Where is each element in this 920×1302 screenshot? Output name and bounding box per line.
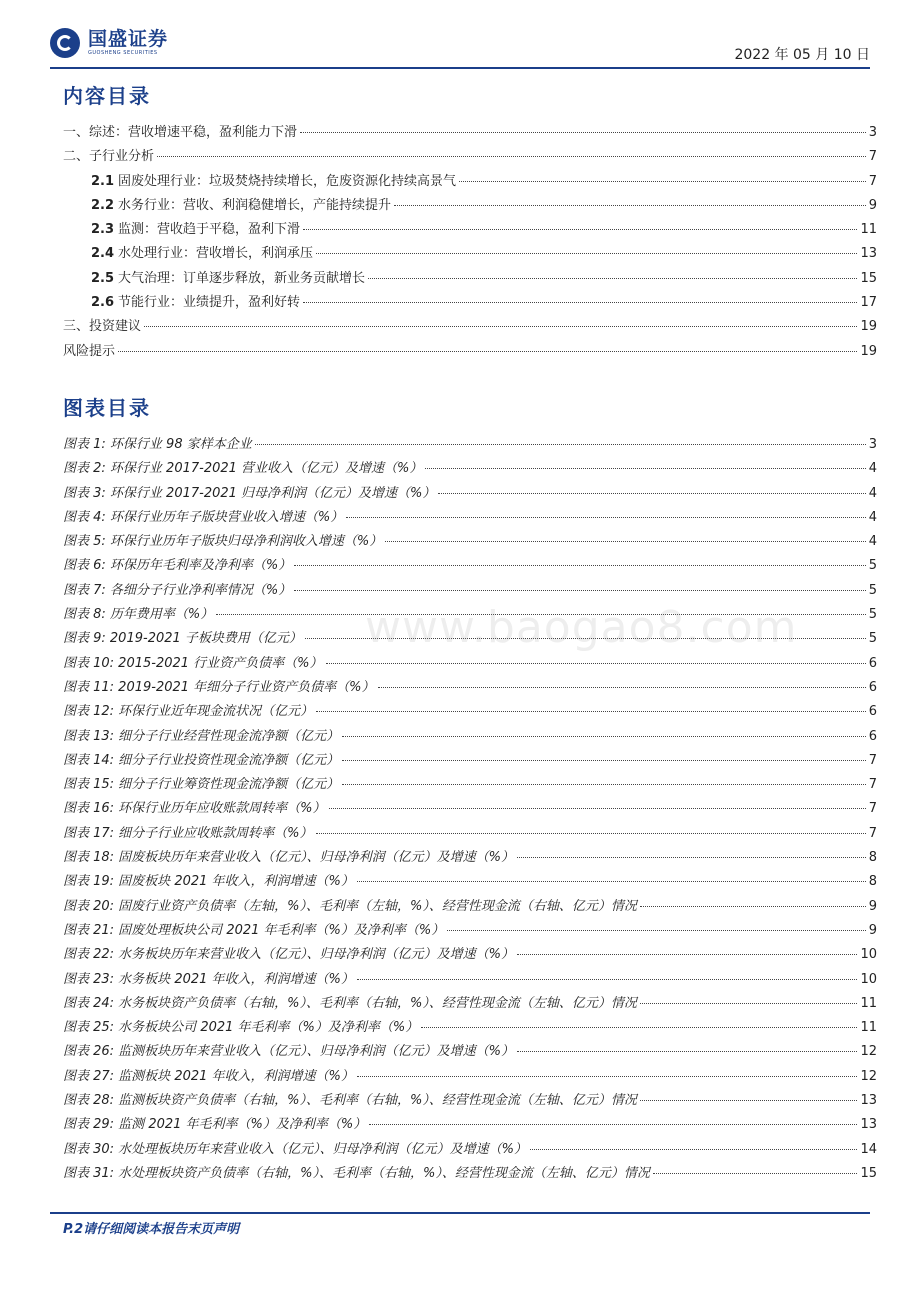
dot-leader <box>300 132 866 133</box>
figure-entry-text: 图表 29: 监测 2021 年毛利率（%）及净利率（%） <box>63 1117 367 1133</box>
figure-entry-page: 6 <box>868 679 877 695</box>
figure-entry-page: 9 <box>868 898 877 914</box>
figure-entry-page: 7 <box>868 777 877 793</box>
figure-entry-text: 图表 22: 水务板块历年来营业收入（亿元）、归母净利润（亿元）及增速（%） <box>63 947 515 963</box>
dot-leader <box>517 857 866 858</box>
figure-entry-text: 图表 18: 固废板块历年来营业收入（亿元）、归母净利润（亿元）及增速（%） <box>63 850 515 866</box>
figure-entry-text: 图表 28: 监测板块资产负债率（右轴，%）、毛利率（右轴，%）、经营性现金流（左轴、亿元）情况 <box>63 1093 637 1109</box>
figure-entry-page: 7 <box>868 752 877 768</box>
figure-entry-text: 图表 10: 2015-2021 行业资产负债率（%） <box>63 655 323 671</box>
figure-entry-label <box>63 895 637 914</box>
figure-entry-page: 10 <box>860 971 877 987</box>
toc-entry-page: 11 <box>860 222 877 238</box>
toc-entry-text: 风险提示 <box>63 343 116 359</box>
toc-entry-text: 节能行业：业绩提升，盈利好转 <box>118 295 301 311</box>
figure-list <box>63 433 877 1186</box>
figure-entry-label <box>63 968 354 987</box>
toc-entry-number: 2.4 <box>91 246 115 262</box>
figure-entry-label <box>63 1016 418 1035</box>
dot-leader <box>640 906 866 907</box>
figure-entry-label <box>63 749 339 768</box>
dot-leader <box>640 1100 858 1101</box>
figure-entry-page: 6 <box>868 728 877 744</box>
figure-entry-text: 图表 12: 环保行业近年现金流状况（亿元） <box>63 704 314 720</box>
figure-entry-page: 14 <box>860 1141 877 1157</box>
toc-entry[interactable] <box>63 291 877 315</box>
figure-entry-label <box>63 652 323 671</box>
figure-entry[interactable] <box>63 652 877 676</box>
toc-entry-text: 一、综述：营收增速平稳，盈利能力下滑 <box>63 125 298 140</box>
dot-leader <box>447 930 865 931</box>
toc-entry[interactable] <box>63 242 877 266</box>
figure-entry[interactable] <box>63 895 877 919</box>
dot-leader <box>653 1173 858 1174</box>
toc-entry-page: 7 <box>868 173 877 189</box>
dot-leader <box>459 181 866 182</box>
figure-entry-label <box>63 530 382 549</box>
dot-leader <box>357 1076 858 1077</box>
figure-entry[interactable] <box>63 1138 877 1162</box>
dot-leader <box>394 205 866 206</box>
dot-leader <box>303 302 857 303</box>
toc-entry-text: 监测：营收趋于平稳，盈利下滑 <box>118 222 301 238</box>
figure-entry-text: 图表 15: 细分子行业筹资性现金流净额（亿元） <box>63 777 340 793</box>
toc-entry-number: 2.6 <box>91 295 115 311</box>
brand-name: 国盛证券 <box>88 28 169 50</box>
figure-entry-label <box>63 943 514 962</box>
dot-leader <box>144 326 857 327</box>
figure-entry-page: 4 <box>868 509 877 525</box>
figure-entry-text: 图表 31: 水处理板块资产负债率（右轴，%）、毛利率（右轴，%）、经营性现金流（左轴、亿元）情况 <box>63 1165 650 1181</box>
figure-entry-label <box>63 603 213 622</box>
figure-entry[interactable] <box>63 749 877 773</box>
toc-entry-page: 17 <box>860 295 877 311</box>
dot-leader <box>342 736 866 737</box>
dot-leader <box>530 1149 857 1150</box>
figure-entry-label <box>63 1113 366 1132</box>
toc-entry-text: 二、子行业分析 <box>63 149 155 165</box>
figure-list-title: 图表目录 <box>63 396 151 420</box>
figure-entry-label <box>63 554 291 573</box>
toc-entry-text: 水务行业：营收、利润稳健增长，产能持续提升 <box>118 197 392 213</box>
figure-entry[interactable] <box>63 1040 877 1064</box>
figure-entry-page: 4 <box>868 534 877 550</box>
toc-entry-label <box>91 267 365 286</box>
toc-entry[interactable] <box>63 121 877 145</box>
dot-leader <box>385 541 865 542</box>
figure-entry[interactable] <box>63 1065 877 1089</box>
figure-entry-text: 图表 4: 环保行业历年子版块营业收入增速（%） <box>63 509 344 525</box>
figure-entry-text: 图表 8: 历年费用率（%） <box>63 607 214 623</box>
dot-leader <box>425 468 865 469</box>
figure-entry[interactable] <box>63 846 877 870</box>
figure-entry-page: 13 <box>860 1093 877 1109</box>
figure-entry-page: 9 <box>868 922 877 938</box>
dot-leader <box>438 493 865 494</box>
figure-entry-label <box>63 822 313 841</box>
figure-entry-label <box>63 579 291 598</box>
toc-entry-page: 19 <box>860 319 877 335</box>
dot-leader <box>357 881 866 882</box>
figure-entry-text: 图表 16: 环保行业历年应收账款周转率（%） <box>63 801 326 817</box>
dot-leader <box>118 351 857 352</box>
toc-title: 内容目录 <box>63 84 151 108</box>
dot-leader <box>378 687 866 688</box>
figure-entry-page: 8 <box>868 850 877 866</box>
figure-entry-label <box>63 846 514 865</box>
figure-entry-text: 图表 14: 细分子行业投资性现金流净额（亿元） <box>63 752 340 768</box>
toc-entry-text: 三、投资建议 <box>63 319 142 335</box>
figure-entry[interactable] <box>63 797 877 821</box>
logo-icon <box>50 28 80 58</box>
dot-leader <box>342 784 866 785</box>
figure-entry-page: 6 <box>868 655 877 671</box>
brand-name-en: GUOSHENG SECURITIES <box>88 50 158 56</box>
brand-logo <box>50 28 168 58</box>
figure-entry[interactable] <box>63 725 877 749</box>
toc-entry-label <box>91 242 313 261</box>
figure-entry[interactable] <box>63 968 877 992</box>
dot-leader <box>357 979 858 980</box>
figure-entry-page: 7 <box>868 801 877 817</box>
toc-entry-page: 13 <box>860 246 877 262</box>
figure-entry[interactable] <box>63 554 877 578</box>
figure-entry-page: 5 <box>868 607 877 623</box>
report-date: 2022 年 05 月 10 日 <box>734 47 870 63</box>
figure-entry-page: 5 <box>868 631 877 647</box>
watermark: www.baogao8.com <box>365 602 798 653</box>
figure-entry[interactable] <box>63 870 877 894</box>
figure-entry[interactable] <box>63 433 877 457</box>
figure-entry[interactable] <box>63 1089 877 1113</box>
figure-entry[interactable] <box>63 700 877 724</box>
figure-entry-page: 12 <box>860 1068 877 1084</box>
figure-entry-text: 图表 1: 环保行业 98 家样本企业 <box>63 437 252 452</box>
figure-entry-page: 10 <box>860 947 877 963</box>
figure-entry-page: 11 <box>860 1020 877 1036</box>
toc-entry[interactable] <box>63 170 877 194</box>
toc-entry[interactable] <box>63 315 877 339</box>
toc-entry-text: 大气治理：订单逐步释放，新业务贡献增长 <box>118 270 366 286</box>
footer-divider <box>50 1212 870 1214</box>
dot-leader <box>329 808 866 809</box>
figure-entry[interactable] <box>63 943 877 967</box>
figure-entry-label <box>63 1040 514 1059</box>
figure-entry-label <box>63 870 354 889</box>
toc-entry-text: 固废处理行业：垃圾焚烧持续增长，危废资源化持续高景气 <box>118 173 457 189</box>
figure-entry-text: 图表 7: 各细分子行业净利率情况（%） <box>63 582 292 598</box>
dot-leader <box>157 156 866 157</box>
figure-entry-label <box>63 992 637 1011</box>
figure-entry-label <box>63 725 339 744</box>
figure-entry-label <box>63 482 435 501</box>
figure-entry-text: 图表 19: 固废板块 2021 年收入，利润增速（%） <box>63 874 354 890</box>
toc-entry-page: 9 <box>868 197 877 213</box>
dot-leader <box>316 711 866 712</box>
figure-entry-page: 11 <box>860 995 877 1011</box>
dot-leader <box>368 278 857 279</box>
toc-entry-label <box>63 315 141 334</box>
figure-entry[interactable] <box>63 506 877 530</box>
figure-entry-text: 图表 30: 水处理板块历年来营业收入（亿元）、归母净利润（亿元）及增速（%） <box>63 1141 528 1157</box>
figure-entry[interactable] <box>63 530 877 554</box>
figure-entry[interactable] <box>63 1113 877 1137</box>
dot-leader <box>294 565 865 566</box>
footer-disclaimer: P.2请仔细阅读本报告末页声明 <box>63 1222 240 1237</box>
toc-entry-label <box>91 194 391 213</box>
dot-leader <box>316 253 857 254</box>
toc-entry-text: 水处理行业：营收增长，利润承压 <box>118 246 314 262</box>
toc-entry-label <box>91 170 456 189</box>
figure-entry-label <box>63 797 326 816</box>
figure-entry[interactable] <box>63 1162 877 1186</box>
figure-entry[interactable] <box>63 919 877 943</box>
figure-entry-page: 3 <box>868 437 877 452</box>
figure-entry-page: 15 <box>860 1165 877 1181</box>
figure-entry-text: 图表 3: 环保行业 2017-2021 归母净利润（亿元）及增速（%） <box>63 485 436 501</box>
toc-entry[interactable] <box>63 218 877 242</box>
figure-entry-text: 图表 17: 细分子行业应收账款周转率（%） <box>63 825 313 841</box>
figure-entry-text: 图表 9: 2019-2021 子板块费用（亿元） <box>63 631 302 647</box>
toc-entry-page: 15 <box>860 270 877 286</box>
toc-entry[interactable] <box>63 267 877 291</box>
figure-entry-page: 5 <box>868 558 877 574</box>
figure-entry[interactable] <box>63 1016 877 1040</box>
figure-entry[interactable] <box>63 676 877 700</box>
toc-entry[interactable] <box>63 194 877 218</box>
figure-entry-page: 13 <box>860 1117 877 1133</box>
toc-entry[interactable] <box>63 145 877 169</box>
figure-entry-page: 5 <box>868 582 877 598</box>
toc-entry-number: 2.2 <box>91 197 115 213</box>
figure-entry-label <box>63 433 252 452</box>
figure-entry-page: 8 <box>868 874 877 890</box>
figure-entry-label <box>63 676 375 695</box>
figure-entry-page: 4 <box>868 461 877 477</box>
toc-entry-label <box>91 291 300 310</box>
figure-entry-label <box>63 919 444 938</box>
toc-entry-number: 2.1 <box>91 173 115 189</box>
toc-entry[interactable] <box>63 340 877 364</box>
dot-leader <box>294 590 865 591</box>
figure-entry-text: 图表 13: 细分子行业经营性现金流净额（亿元） <box>63 728 340 744</box>
figure-entry-text: 图表 21: 固废处理板块公司 2021 年毛利率（%）及净利率（%） <box>63 922 445 938</box>
toc-entry-page: 19 <box>860 343 877 359</box>
dot-leader <box>421 1027 857 1028</box>
toc-entry-page: 7 <box>868 149 877 165</box>
figure-entry-text: 图表 11: 2019-2021 年细分子行业资产负债率（%） <box>63 679 375 695</box>
toc-entry-label <box>63 121 297 140</box>
dot-leader <box>255 444 866 445</box>
dot-leader <box>517 954 857 955</box>
dot-leader <box>517 1051 857 1052</box>
toc-entry-page: 3 <box>868 125 877 140</box>
figure-entry-text: 图表 5: 环保行业历年子版块归母净利润收入增速（%） <box>63 534 383 550</box>
figure-entry[interactable] <box>63 822 877 846</box>
figure-entry-text: 图表 23: 水务板块 2021 年收入，利润增速（%） <box>63 971 354 987</box>
toc-entry-number: 2.5 <box>91 270 115 286</box>
dot-leader <box>346 517 865 518</box>
figure-entry-text: 图表 25: 水务板块公司 2021 年毛利率（%）及净利率（%） <box>63 1020 419 1036</box>
page-header <box>50 28 870 68</box>
figure-entry-text: 图表 24: 水务板块资产负债率（右轴，%）、毛利率（右轴，%）、经营性现金流（左轴、亿元）情况 <box>63 995 637 1011</box>
figure-entry-text: 图表 27: 监测板块 2021 年收入，利润增速（%） <box>63 1068 354 1084</box>
figure-entry-page: 7 <box>868 825 877 841</box>
figure-entry-label <box>63 1138 527 1157</box>
figure-entry-page: 12 <box>860 1044 877 1060</box>
figure-entry[interactable] <box>63 457 877 481</box>
figure-entry-page: 4 <box>868 485 877 501</box>
figure-entry[interactable] <box>63 992 877 1016</box>
figure-entry-label <box>63 1065 354 1084</box>
dot-leader <box>342 760 866 761</box>
toc-entry-label <box>63 145 154 164</box>
figure-entry-text: 图表 26: 监测板块历年来营业收入（亿元）、归母净利润（亿元）及增速（%） <box>63 1044 515 1060</box>
figure-entry-text: 图表 6: 环保历年毛利率及净利率（%） <box>63 558 292 574</box>
figure-entry-label <box>63 773 339 792</box>
figure-entry-label <box>63 627 302 646</box>
figure-entry-text: 图表 20: 固废行业资产负债率（左轴，%）、毛利率（左轴，%）、经营性现金流（右轴、亿元）情况 <box>63 898 637 914</box>
toc-entry-label <box>63 340 115 359</box>
figure-entry-label <box>63 506 343 525</box>
dot-leader <box>369 1124 857 1125</box>
toc-entry-number: 2.3 <box>91 222 115 238</box>
figure-entry[interactable] <box>63 579 877 603</box>
figure-entry-label <box>63 1162 650 1181</box>
header-divider <box>50 67 870 69</box>
figure-entry-label <box>63 1089 637 1108</box>
figure-entry-page: 6 <box>868 704 877 720</box>
figure-entry-label <box>63 700 313 719</box>
dot-leader <box>316 833 866 834</box>
dot-leader <box>326 663 866 664</box>
dot-leader <box>303 229 857 230</box>
figure-entry-label <box>63 457 422 476</box>
dot-leader <box>640 1003 858 1004</box>
toc-list <box>63 121 877 364</box>
figure-entry-text: 图表 2: 环保行业 2017-2021 营业收入（亿元）及增速（%） <box>63 461 423 477</box>
figure-entry[interactable] <box>63 482 877 506</box>
toc-entry-label <box>91 218 300 237</box>
figure-entry[interactable] <box>63 773 877 797</box>
